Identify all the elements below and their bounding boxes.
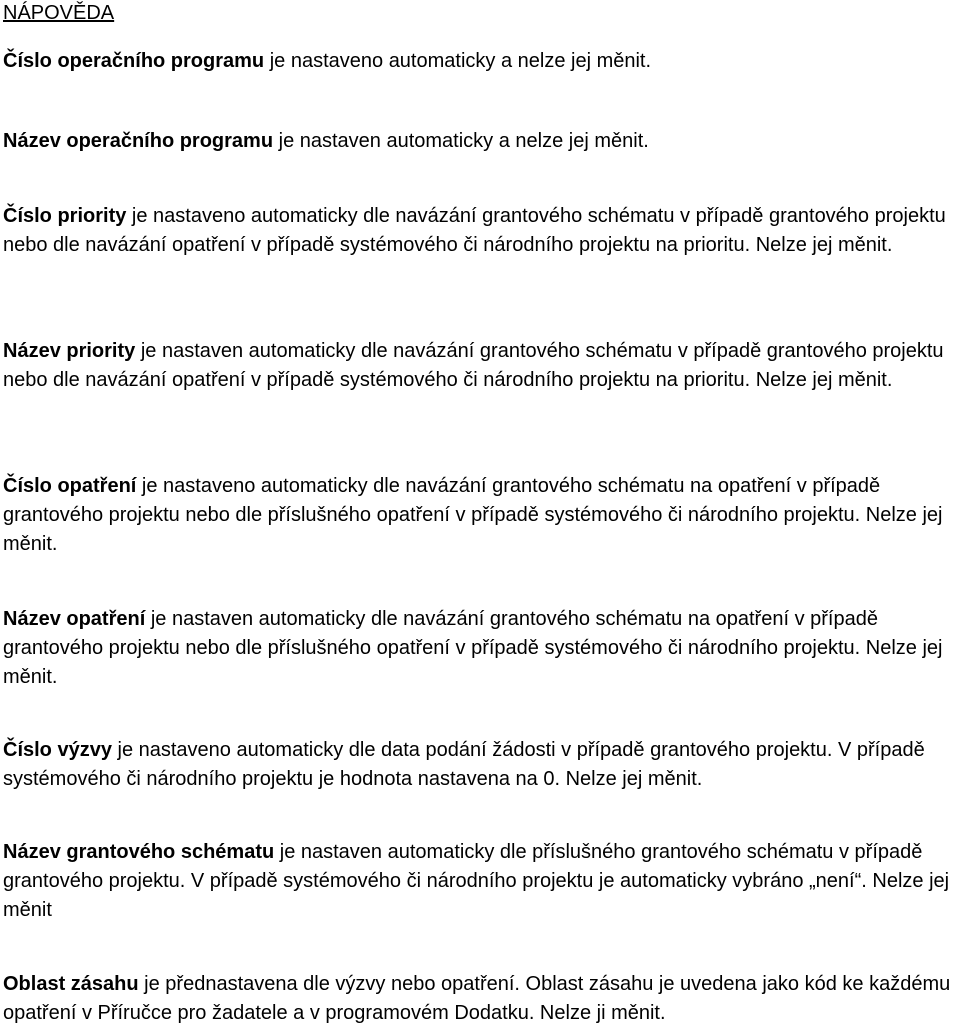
help-paragraph-priority-number	[3, 202, 960, 260]
term-description: je nastaveno automaticky dle navázání grantového schématu v případě grantového projektu nebo dle navázání opatření v případě systémového či národního projektu na prioritu. Nelze jej měnit.	[3, 205, 946, 256]
term-label: Číslo priority	[3, 205, 127, 227]
help-paragraph-call-number	[3, 736, 960, 794]
term-label: Číslo opatření	[3, 475, 137, 497]
term-description: je nastaven automaticky dle navázání grantového schématu na opatření v případě grantového projektu nebo dle příslušného opatření v případě systémového či národního projektu. Nelze jej měnit.	[3, 608, 943, 688]
term-description: je nastaveno automaticky a nelze jej měnit.	[264, 50, 652, 72]
term-description: je nastaven automaticky dle navázání grantového schématu v případě grantového projektu nebo dle navázání opatření v případě systémového či národního projektu na prioritu. Nelze jej měnit.	[3, 340, 944, 391]
help-heading: NÁPOVĚDA	[3, 2, 115, 24]
help-paragraph-program-name	[3, 127, 960, 156]
help-page	[3, 0, 960, 1024]
term-description: je přednastavena dle výzvy nebo opatření. Oblast zásahu je uvedena jako kód ke každému opatření v Příručce pro žadatele a v programovém Dodatku. Nelze ji měnit.	[3, 973, 951, 1024]
term-label: Číslo operačního programu	[3, 50, 265, 72]
term-description: je nastaven automaticky a nelze jej měnit.	[273, 130, 649, 152]
help-paragraph-measure-name	[3, 605, 960, 692]
term-description: je nastaveno automaticky dle data podání žádosti v případě grantového projektu. V případě systémového či národního projektu je hodnota nastavena na 0. Nelze jej měnit.	[3, 739, 925, 790]
term-description: je nastaveno automaticky dle navázání grantového schématu na opatření v případě grantového projektu nebo dle příslušného opatření v případě systémového či národního projektu. Nelze jej měnit.	[3, 475, 943, 555]
term-label: Název opatření	[3, 608, 146, 630]
term-label: Oblast zásahu	[3, 973, 139, 995]
help-paragraph-program-number	[3, 47, 960, 76]
term-label: Název operačního programu	[3, 130, 274, 152]
term-label: Název grantového schématu	[3, 841, 275, 863]
help-paragraph-priority-name	[3, 337, 960, 395]
help-paragraph-grant-scheme-name	[3, 838, 960, 925]
term-label: Číslo výzvy	[3, 739, 112, 761]
term-label: Název priority	[3, 340, 136, 362]
help-paragraph-intervention-area	[3, 970, 960, 1028]
help-paragraph-measure-number	[3, 472, 960, 559]
term-description: je nastaven automaticky dle příslušného grantového schématu v případě grantového projektu. V případě systémového či národního projektu je automaticky vybráno „není“. Nelze jej měnit	[3, 841, 950, 921]
